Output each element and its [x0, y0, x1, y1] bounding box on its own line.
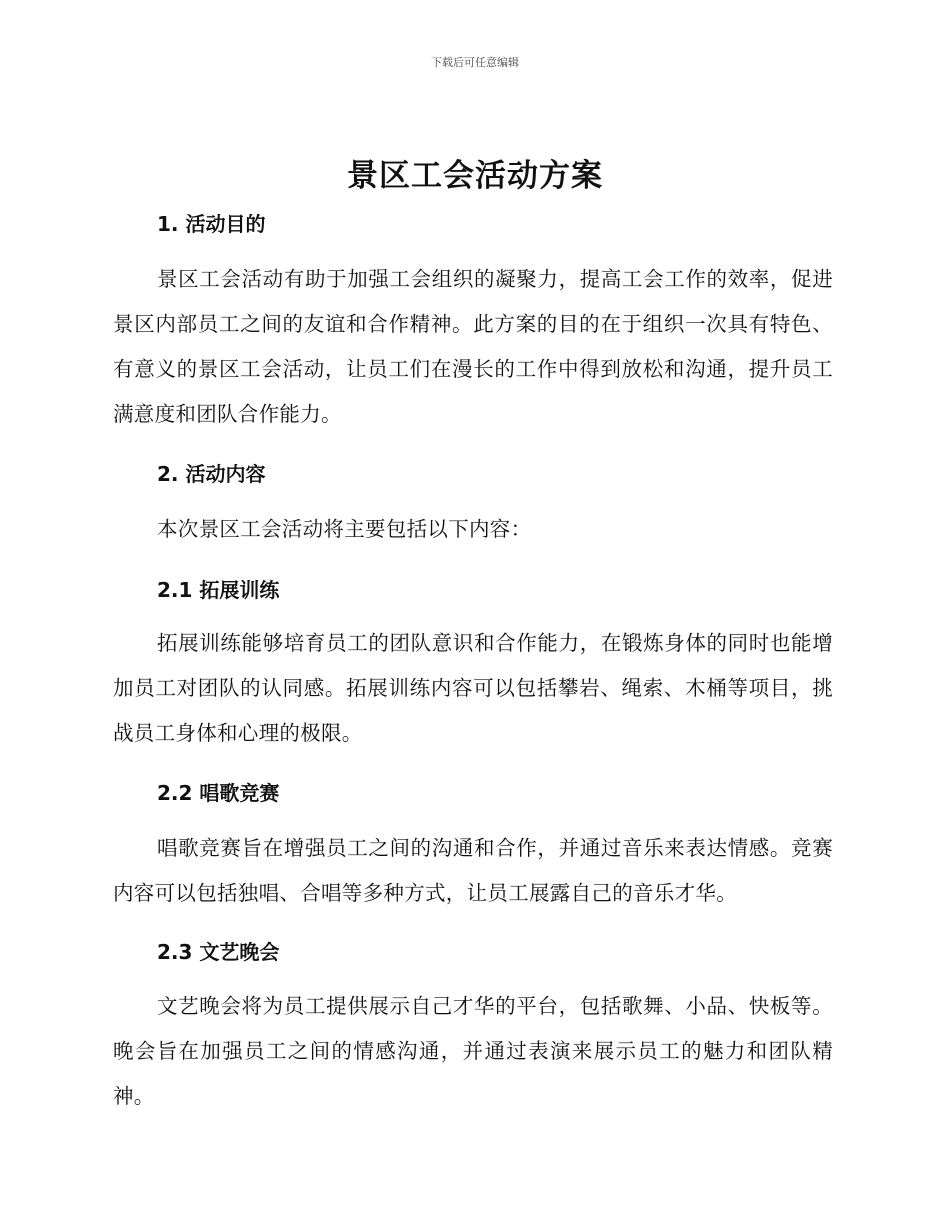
section-paragraph-singing-contest: 唱歌竞赛旨在增强员工之间的沟通和合作，并通过音乐来表达情感。竞赛内容可以包括独唱、合唱等多种方式，让员工展露自己的音乐才华。 — [113, 836, 833, 905]
header-note: 下载后可任意编辑 — [431, 56, 519, 69]
section-heading-content: 2. 活动内容 — [157, 462, 266, 486]
section-paragraph-purpose: 景区工会活动有助于加强工会组织的凝聚力，提高工会工作的效率，促进景区内部员工之间的友谊和合作精神。此方案的目的在于组织一次具有特色、有意义的景区工会活动，让员工们在漫长的工作中得到放松和沟通，提升员工满意度和团队合作能力。 — [113, 267, 833, 426]
section-paragraph-outdoor-training: 拓展训练能够培育员工的团队意识和合作能力，在锻炼身体的同时也能增加员工对团队的认同感。拓展训练内容可以包括攀岩、绳索、木桶等项目，挑战员工身体和心理的极限。 — [113, 631, 833, 745]
section-heading-singing-contest: 2.2 唱歌竞赛 — [157, 781, 280, 805]
section-heading-outdoor-training: 2.1 拓展训练 — [157, 578, 280, 602]
section-heading-art-evening: 2.3 文艺晚会 — [157, 940, 280, 964]
document-title: 景区工会活动方案 — [347, 158, 603, 194]
section-paragraph-content: 本次景区工会活动将主要包括以下内容： — [157, 517, 532, 541]
section-paragraph-art-evening: 文艺晚会将为员工提供展示自己才华的平台，包括歌舞、小品、快板等。晚会旨在加强员工之间的情感沟通，并通过表演来展示员工的魅力和团队精神。 — [113, 994, 833, 1108]
section-heading-purpose: 1. 活动目的 — [157, 212, 266, 236]
